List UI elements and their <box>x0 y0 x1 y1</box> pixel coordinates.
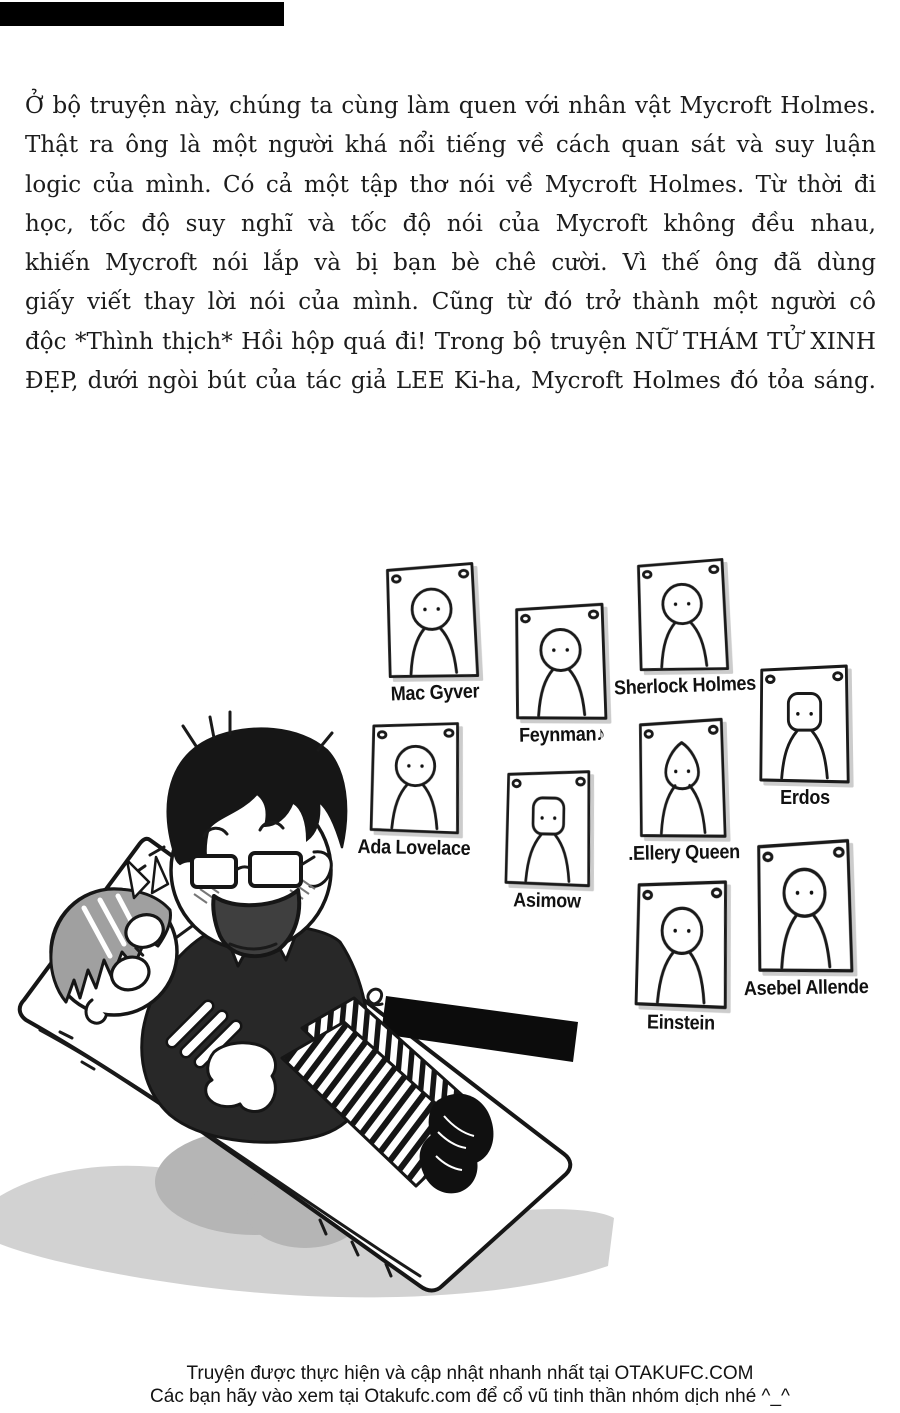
man-glasses <box>192 853 314 887</box>
portrait-name: Mac Gyver <box>389 680 480 706</box>
intro-text-line: giấy viết thay lời nói của mình. Cũng từ đó trở thành một người cô <box>25 289 876 316</box>
intro-text-line: học, tốc độ suy nghĩ và tốc độ nói của Mycroft không đều nhau, <box>25 210 876 237</box>
portrait-name: Erdos <box>779 787 830 809</box>
illustration-man-holding-child <box>0 560 620 1300</box>
portrait-name: .Ellery Queen <box>627 841 740 865</box>
portrait-name: Einstein <box>646 1011 715 1035</box>
footer-line-2: Các bạn hãy vào xem tại Otakufc.com để cổ vũ tinh thần nhóm dịch nhé ^_^ <box>150 1386 790 1407</box>
portrait-sketch <box>636 716 729 841</box>
portrait-name: Ada Lovelace <box>357 836 471 860</box>
intro-text-line: Thật ra ông là một người khá nổi tiếng về cách quan sát và suy luận <box>25 132 876 159</box>
intro-paragraph <box>25 87 876 401</box>
portrait-name: Sherlock Holmes <box>613 672 757 700</box>
portrait-name: Feynman♪ <box>518 723 606 747</box>
pin-hole-icon <box>643 571 651 577</box>
intro-text-line: Ở bộ truyện này, chúng ta cùng làm quen với nhân vật Mycroft Holmes. <box>25 93 876 119</box>
pin-hole-icon <box>712 889 720 897</box>
pin-hole-icon <box>709 726 717 733</box>
portrait-sketch <box>754 837 856 976</box>
pin-hole-icon <box>644 891 652 898</box>
footer-line-1: Truyện được thực hiện và cập nhật nhanh nhất tại OTAKUFC.COM <box>186 1363 754 1384</box>
man-hand <box>206 1043 276 1112</box>
portrait-erdos <box>757 663 852 813</box>
portrait-asebel-allende <box>743 837 869 1004</box>
intro-text-line: ĐẸP, dưới ngòi bút của tác giả LEE Ki-ha, Mycroft Holmes đó tỏa sáng. <box>25 368 876 395</box>
portrait-ellery-queen <box>627 716 740 869</box>
pin-hole-icon <box>764 853 772 860</box>
portrait-sketch <box>632 877 731 1011</box>
footer-credits <box>40 1362 900 1408</box>
intro-text-line: độc *Thình thịch* Hồi hộp quá đi! Trong bộ truyện NỮ THÁM TỬ XINH <box>25 328 876 355</box>
portrait-sketch <box>634 556 732 674</box>
man-head <box>168 712 347 956</box>
portrait-name: Asebel Allende <box>743 975 869 1001</box>
pin-hole-icon <box>645 731 652 738</box>
scan-black-bar <box>0 2 284 26</box>
portrait-name: Asimow <box>513 889 581 913</box>
portrait-sherlock-holmes <box>613 556 757 702</box>
portrait-sketch <box>757 663 852 785</box>
pin-hole-icon <box>834 848 843 856</box>
pin-hole-icon <box>710 566 718 573</box>
portrait-einstein <box>632 877 732 1039</box>
intro-text-line: khiến Mycroft nói lắp và bị bạn bè chê cười. Vì thế ông đã dùng <box>25 250 876 277</box>
pin-hole-icon <box>767 676 775 683</box>
pin-hole-icon <box>834 673 842 680</box>
intro-text-line: logic của mình. Có cả một tập thơ nói về Mycroft Holmes. Từ thời đi <box>25 171 876 198</box>
rod-squiggle <box>368 989 382 1005</box>
